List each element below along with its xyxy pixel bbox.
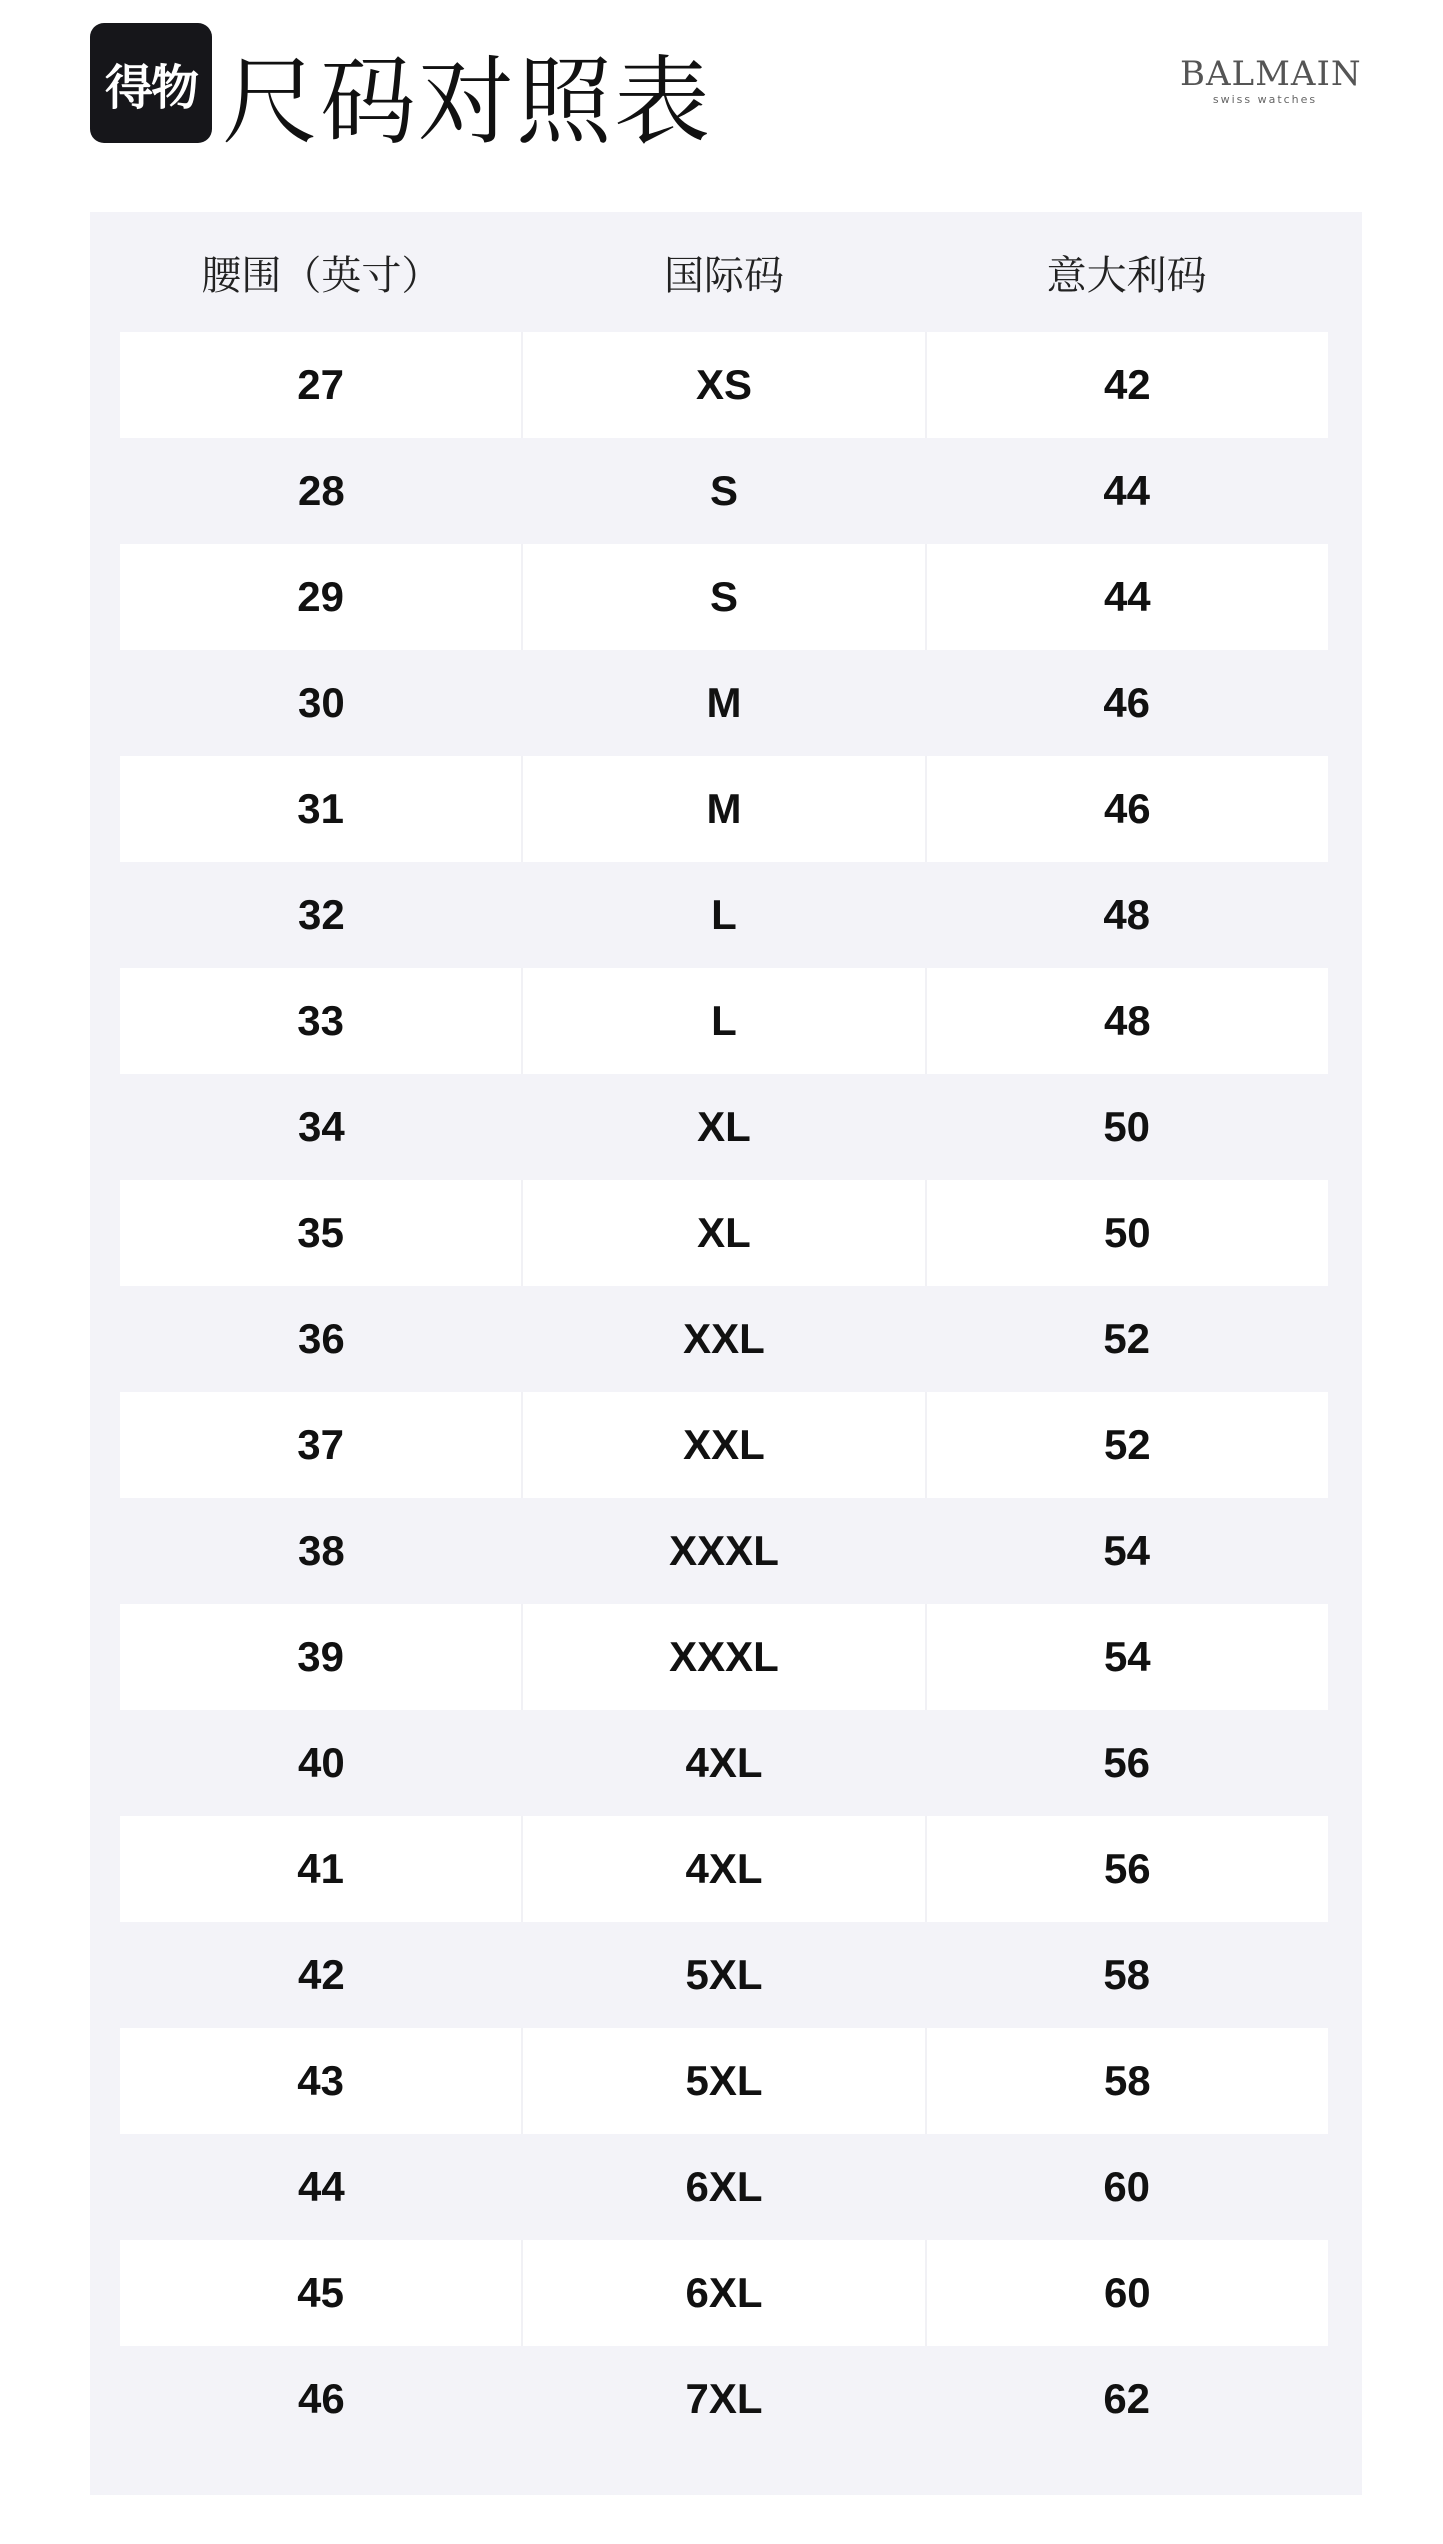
international-size-cell: S: [710, 467, 739, 514]
waist-cell: 39: [120, 1604, 521, 1710]
waist-cell: 31: [120, 756, 521, 862]
international-size-cell: 6XL: [685, 2163, 763, 2210]
italian-size-cell: 58: [925, 2028, 1328, 2134]
italian-size-cell: 44: [925, 544, 1328, 650]
column-header-italian-size: 意大利码: [1046, 252, 1207, 299]
table-row: [120, 1498, 1328, 1604]
international-size-cell: XXXL: [669, 1527, 779, 1574]
column-header-waist: 腰围（英寸）: [201, 252, 442, 299]
table-row: [120, 862, 1328, 968]
italian-size-cell: 54: [1103, 1527, 1151, 1574]
table-row: [120, 1392, 1328, 1498]
brand-subtitle: swiss watches: [1212, 93, 1318, 106]
table-row: [120, 968, 1328, 1074]
italian-size-cell: 60: [925, 2240, 1328, 2346]
italian-size-cell: 50: [925, 1180, 1328, 1286]
table-row: [120, 1180, 1328, 1286]
italian-size-cell: 52: [1103, 1315, 1151, 1362]
table-row: [120, 544, 1328, 650]
table-row: [120, 756, 1328, 862]
international-size-cell: 4XL: [521, 1816, 924, 1922]
waist-cell: 42: [297, 1951, 345, 1998]
international-size-cell: L: [521, 968, 924, 1074]
table-row: [120, 650, 1328, 756]
waist-cell: 43: [120, 2028, 521, 2134]
italian-size-cell: 62: [1103, 2375, 1151, 2422]
waist-cell: 34: [297, 1103, 345, 1150]
table-row: [120, 1074, 1328, 1180]
italian-size-cell: 48: [1103, 891, 1151, 938]
table-row: [120, 1286, 1328, 1392]
italian-size-cell: 56: [1103, 1739, 1151, 1786]
international-size-cell: 5XL: [521, 2028, 924, 2134]
international-size-cell: XL: [697, 1103, 751, 1150]
waist-cell: 29: [120, 544, 521, 650]
italian-size-cell: 60: [1103, 2163, 1151, 2210]
waist-cell: 45: [120, 2240, 521, 2346]
table-row: [120, 1922, 1328, 2028]
international-size-cell: XXL: [683, 1315, 765, 1362]
waist-cell: 44: [297, 2163, 345, 2210]
international-size-cell: XL: [521, 1180, 924, 1286]
table-row: [120, 2028, 1328, 2134]
table-row: [120, 2240, 1328, 2346]
italian-size-cell: 48: [925, 968, 1328, 1074]
header: [0, 0, 1443, 200]
international-size-cell: S: [521, 544, 924, 650]
international-size-cell: M: [706, 679, 742, 726]
table-header: [120, 212, 1328, 332]
page-title: 尺码对照表: [222, 46, 712, 158]
table-row: [120, 332, 1328, 438]
waist-cell: 35: [120, 1180, 521, 1286]
waist-cell: 46: [297, 2375, 345, 2422]
italian-size-cell: 42: [925, 332, 1328, 438]
brand-name: BALMAIN: [1180, 54, 1362, 94]
italian-size-cell: 46: [925, 756, 1328, 862]
table-row: [120, 1604, 1328, 1710]
waist-cell: 27: [120, 332, 521, 438]
waist-cell: 28: [297, 467, 345, 514]
international-size-cell: XXL: [521, 1392, 924, 1498]
waist-cell: 41: [120, 1816, 521, 1922]
international-size-cell: XXXL: [521, 1604, 924, 1710]
italian-size-cell: 54: [925, 1604, 1328, 1710]
waist-cell: 38: [297, 1527, 345, 1574]
italian-size-cell: 46: [1103, 679, 1151, 726]
waist-cell: 33: [120, 968, 521, 1074]
italian-size-cell: 44: [1103, 467, 1151, 514]
international-size-cell: 6XL: [521, 2240, 924, 2346]
italian-size-cell: 50: [1103, 1103, 1151, 1150]
international-size-cell: 4XL: [685, 1739, 763, 1786]
table-row: [120, 1710, 1328, 1816]
international-size-cell: XS: [521, 332, 924, 438]
italian-size-cell: 58: [1103, 1951, 1151, 1998]
column-header-international-size: 国际码: [664, 252, 784, 299]
dewu-logo: 得物: [90, 23, 212, 143]
waist-cell: 37: [120, 1392, 521, 1498]
table-row: [120, 2346, 1328, 2452]
international-size-cell: 5XL: [685, 1951, 763, 1998]
italian-size-cell: 56: [925, 1816, 1328, 1922]
italian-size-cell: 52: [925, 1392, 1328, 1498]
table-row: [120, 438, 1328, 544]
waist-cell: 36: [297, 1315, 345, 1362]
international-size-cell: 7XL: [685, 2375, 763, 2422]
table-row: [120, 1816, 1328, 1922]
international-size-cell: L: [711, 891, 737, 938]
size-chart-panel: [90, 212, 1362, 2495]
waist-cell: 32: [297, 891, 345, 938]
waist-cell: 40: [297, 1739, 345, 1786]
international-size-cell: M: [521, 756, 924, 862]
table-row: [120, 2134, 1328, 2240]
waist-cell: 30: [297, 679, 345, 726]
brand-logo: [1180, 54, 1362, 107]
table-body: [120, 332, 1328, 2452]
